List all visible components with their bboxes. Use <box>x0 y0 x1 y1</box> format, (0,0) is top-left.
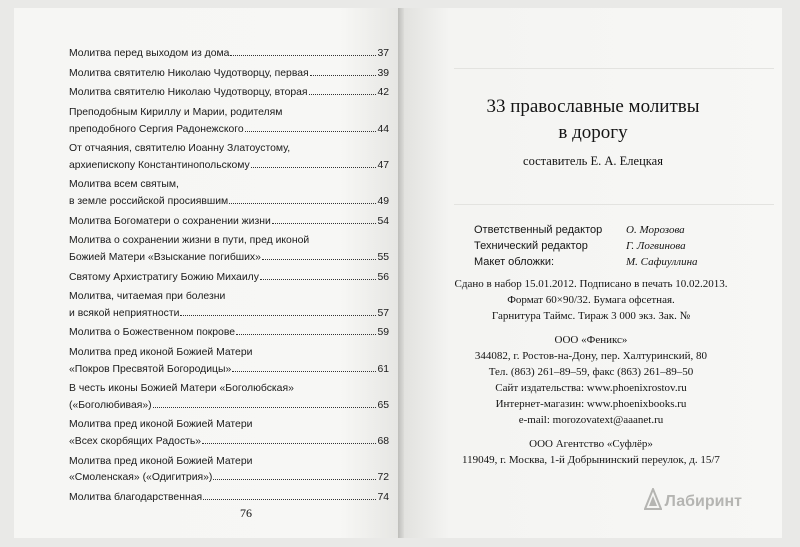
toc-leader <box>251 167 377 168</box>
toc-page-number: 65 <box>377 399 389 411</box>
left-page <box>14 8 399 538</box>
toc-line <box>69 158 389 175</box>
toc-leader <box>310 75 377 76</box>
toc-entry <box>69 270 389 287</box>
credit-name: О. Морозова <box>626 224 685 236</box>
book-title <box>434 94 752 146</box>
watermark-text: Лабиринт <box>664 493 742 510</box>
toc-page-number: 42 <box>377 87 389 99</box>
toc-leader <box>230 55 376 56</box>
toc-entry <box>69 46 389 63</box>
toc-entry <box>69 105 389 138</box>
toc-entry <box>69 325 389 342</box>
toc-title: в земле российской просиявшим <box>69 195 229 207</box>
toc-title: архиепископу Константинопольскому <box>69 159 250 171</box>
toc-line <box>69 233 389 250</box>
toc-title: и всякой неприятности <box>69 307 180 319</box>
toc-title: От отчаяния, святителю Иоанну Златоустому, <box>69 143 291 155</box>
toc-leader <box>213 479 376 480</box>
toc-page-number: 37 <box>377 48 389 59</box>
right-page <box>404 8 782 538</box>
toc-title: Молитва пред иконой Божией Матери <box>69 419 253 431</box>
pub-line: 344082, г. Ростов-на-Дону, пер. Халтуринский, 80 <box>474 350 708 362</box>
toc-line <box>69 470 389 487</box>
toc-title: В честь иконы Божией Матери «Боголюбская» <box>69 383 294 395</box>
toc-leader <box>272 223 377 224</box>
title-line: в дорогу <box>558 122 628 143</box>
toc-line <box>69 345 389 362</box>
toc-line <box>69 434 389 451</box>
pub-line: 119049, г. Москва, 1-й Добрынинский переулок, д. 15/7 <box>462 454 720 466</box>
toc-leader <box>180 315 376 316</box>
toc-title: «Всех скорбящих Радость» <box>69 435 202 447</box>
pub-line: Сайт издательства: www.phoenixrostov.ru <box>495 382 687 394</box>
toc-title: Молитва пред иконой Божией Матери <box>69 347 253 359</box>
toc-title: Божией Матери «Взыскание погибших» <box>69 251 261 263</box>
toc-line <box>69 417 389 434</box>
pub-line: Интернет-магазин: www.phoenixbooks.ru <box>495 398 687 410</box>
toc-page-number: 72 <box>377 472 389 484</box>
toc-entry <box>69 85 389 102</box>
toc-page-number: 49 <box>377 195 389 207</box>
toc-entry <box>69 454 389 487</box>
toc-title: Молитва святителю Николаю Чудотворцу, вторая <box>69 87 308 99</box>
toc-leader <box>262 259 377 260</box>
toc-title: Молитва святителю Николаю Чудотворцу, первая <box>69 67 309 79</box>
toc-entry <box>69 381 389 414</box>
toc-title: «Покров Пресвятой Богородицы» <box>69 363 232 375</box>
toc-line <box>69 122 389 139</box>
toc-title: Молитва всем святым, <box>69 179 179 191</box>
toc-leader <box>245 131 377 132</box>
toc-page-number: 57 <box>377 307 389 319</box>
credits-block <box>474 222 764 270</box>
toc-leader <box>229 203 376 204</box>
toc-line <box>69 66 389 83</box>
toc-leader <box>202 443 376 444</box>
toc-title: Молитва, читаемая при болезни <box>69 291 226 303</box>
publication-details <box>414 276 768 468</box>
credit-role: Ответственный редактор <box>474 224 603 236</box>
pub-line: ООО Агентство «Суфлёр» <box>529 438 653 450</box>
table-of-contents <box>69 46 389 510</box>
toc-title: Святому Архистратигу Божию Михаилу <box>69 271 259 283</box>
toc-line <box>69 306 389 323</box>
title-line: 33 православные молитвы <box>486 96 700 117</box>
toc-leader <box>236 334 376 335</box>
toc-leader <box>203 499 376 500</box>
toc-entry <box>69 214 389 231</box>
toc-page-number: 54 <box>377 215 389 227</box>
toc-title: Молитва Богоматери о сохранении жизни <box>69 215 271 227</box>
toc-leader <box>153 407 377 408</box>
credit-row <box>474 254 764 270</box>
toc-page-number: 47 <box>377 159 389 171</box>
credit-name: М. Сафиуллина <box>626 256 698 268</box>
toc-entry <box>69 233 389 266</box>
credit-role: Технический редактор <box>474 240 588 252</box>
credit-row <box>474 222 764 238</box>
toc-title: Молитва о Божественном покрове <box>69 327 236 339</box>
toc-line <box>69 214 389 231</box>
toc-page-number: 56 <box>377 271 389 283</box>
toc-line <box>69 194 389 211</box>
toc-title: Преподобным Кириллу и Марии, родителям <box>69 107 283 119</box>
toc-line <box>69 85 389 102</box>
toc-line <box>69 177 389 194</box>
toc-line <box>69 325 389 342</box>
toc-line <box>69 105 389 122</box>
labyrinth-logo-icon <box>644 488 662 510</box>
watermark <box>644 488 742 511</box>
pub-line: Формат 60×90/32. Бумага офсетная. <box>507 294 675 306</box>
toc-line <box>69 398 389 415</box>
toc-leader <box>309 94 377 95</box>
toc-page-number: 44 <box>377 123 389 135</box>
imprint <box>404 8 782 538</box>
pub-line: e-mail: morozovatext@aaanet.ru <box>518 414 664 426</box>
credit-name: Г. Логвинова <box>626 240 686 252</box>
credit-role: Макет обложки: <box>474 256 555 268</box>
toc-line <box>69 250 389 267</box>
toc-title: «Смоленская» («Одигитрия») <box>69 472 213 484</box>
compiler-line: составитель Е. А. Елецкая <box>523 154 663 168</box>
credit-row <box>474 238 764 254</box>
pub-line: ООО «Феникс» <box>554 334 628 346</box>
toc-leader <box>260 279 377 280</box>
toc-title: Молитва перед выходом из дома <box>69 48 230 59</box>
toc-line <box>69 490 389 507</box>
toc-line <box>69 362 389 379</box>
toc-line <box>69 381 389 398</box>
toc-line <box>69 289 389 306</box>
toc-page-number: 39 <box>377 67 389 79</box>
toc-entry <box>69 345 389 378</box>
toc-entry <box>69 490 389 507</box>
toc-title: Молитва благодарственная <box>69 491 203 503</box>
toc-title: Молитва пред иконой Божией Матери <box>69 455 253 467</box>
toc-entry <box>69 141 389 174</box>
page-number: 76 <box>240 506 252 520</box>
toc-entry <box>69 417 389 450</box>
toc-line <box>69 141 389 158</box>
toc-page-number: 61 <box>377 363 389 375</box>
toc-line <box>69 270 389 287</box>
toc-title: Молитва о сохранении жизни в пути, пред иконой <box>69 235 310 247</box>
pub-line: Гарнитура Таймс. Тираж 3 000 экз. Зак. № <box>491 310 691 322</box>
toc-page-number: 74 <box>377 491 389 503</box>
pub-line: Тел. (863) 261–89–59, факс (863) 261–89–50 <box>488 366 694 378</box>
toc-page-number: 55 <box>377 251 389 263</box>
toc-page-number: 59 <box>377 327 389 339</box>
toc-entry <box>69 289 389 322</box>
toc-leader <box>232 371 376 372</box>
toc-entry <box>69 66 389 83</box>
toc-line <box>69 454 389 471</box>
toc-line <box>69 46 389 63</box>
toc-entry <box>69 177 389 210</box>
toc-title: преподобного Сергия Радонежского <box>69 123 244 135</box>
toc-title: («Боголюбивая») <box>69 399 152 411</box>
pub-line: Сдано в набор 15.01.2012. Подписано в печать 10.02.2013. <box>454 278 728 290</box>
toc-page-number: 68 <box>377 435 389 447</box>
